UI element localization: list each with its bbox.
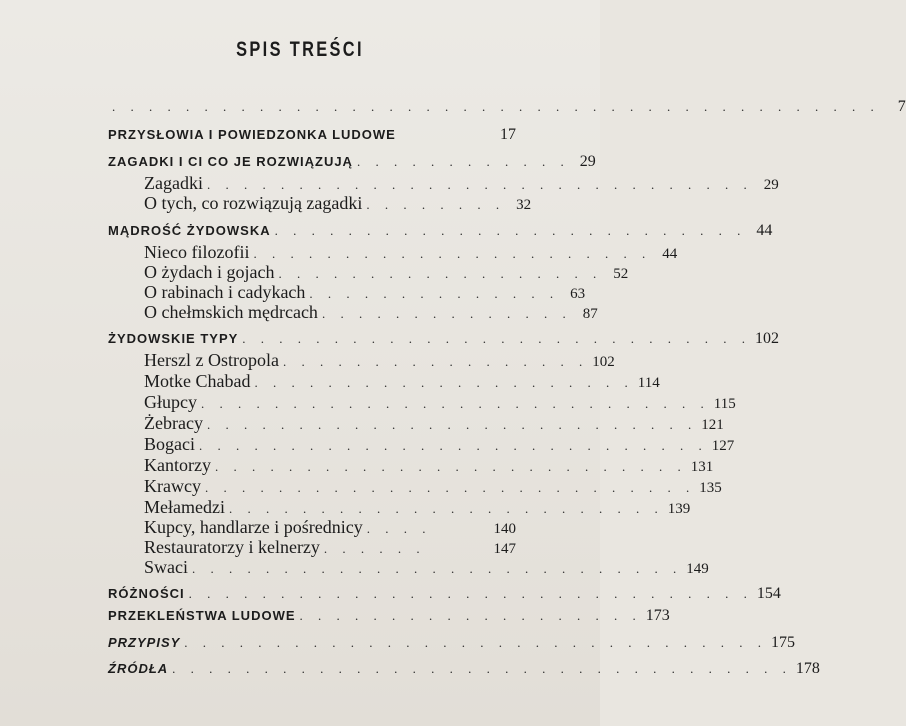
toc-entry-page: 17 (500, 126, 516, 143)
toc-entry-page: 149 (686, 561, 709, 577)
toc-entry-page: 140 (493, 521, 516, 537)
dot-leader: . . . . . . . . (366, 197, 506, 212)
toc-entry-label: Motke Chabad (144, 371, 251, 391)
toc-entry (144, 392, 736, 413)
toc-entry (144, 302, 598, 323)
toc-entry-label: Krawcy (144, 476, 201, 496)
dot-leader: . . . . . . . . . . . . . . . . . . . . . . . . . . . . . . . . . . . . . . . . . . (112, 99, 880, 114)
dot-leader: . . . . . . . . . . . . . . . . . . . . . . . . . . . . . . . . (184, 635, 768, 650)
toc-entry (144, 497, 691, 518)
toc-entry-page: 7 (897, 98, 906, 115)
toc-entry-label: Herszl z Ostropola (144, 350, 279, 370)
dot-leader: . . . . . . . . . . . . . . . . . . . . . . . . . . (274, 223, 747, 238)
toc-entry-label: O tych, co rozwiązują zagadki (144, 193, 363, 213)
toc-entry-label: PRZEKLEŃSTWA LUDOWE (108, 608, 296, 623)
toc-entry (144, 413, 724, 434)
toc-entry (108, 607, 670, 625)
toc-entry (144, 242, 678, 263)
toc-entry-label: Bogaci (144, 434, 195, 454)
toc-entry-label: Głupcy (144, 392, 197, 412)
toc-entry-page: 44 (756, 222, 773, 239)
toc-entry-label: ŻYDOWSKIE TYPY (108, 331, 239, 346)
toc-entry (108, 153, 596, 171)
dot-leader: . . . . . . . . . . . . . . . . . . . . . (254, 375, 634, 390)
dot-leader: . . . . . . . . . . . . . . . . . . . . . . . . . . . (206, 417, 698, 432)
toc-entry-label: O chełmskich mędrcach (144, 302, 318, 322)
toc-entry (144, 517, 516, 538)
toc-entry-page: 114 (637, 375, 660, 391)
toc-entry-page: 115 (713, 396, 736, 412)
dot-leader: . . . . . . . . . . . . . . . . . (282, 354, 589, 369)
toc-entry-page: 173 (645, 607, 670, 624)
toc-entry-label: PRZYPISY (108, 635, 181, 650)
toc-entry-page: 127 (711, 438, 735, 454)
toc-entry-page: 63 (570, 286, 586, 302)
toc-entry-label: ŹRÓDŁA (108, 661, 169, 676)
toc-entry-page: 102 (592, 354, 615, 370)
toc-entry (108, 98, 906, 116)
toc-entry (144, 173, 779, 194)
dot-leader: . . . . (366, 521, 432, 536)
dot-leader: . . . . . . . . . . . . . . . . . . . . . . . . . . . (192, 561, 683, 576)
dot-leader: . . . . . . . . . . . . . . . . . . . . . . (253, 246, 652, 261)
toc-entry-label: Kantorzy (144, 455, 211, 475)
toc-entry-page: 52 (613, 266, 629, 282)
toc-entry-label: O żydach i gojach (144, 262, 275, 282)
toc-entry-label: Mełamedzi (144, 497, 225, 517)
dot-leader: . . . . . . . . . . . . . . . . . . . . . . . . . . . (204, 480, 696, 495)
toc-entry-page: 44 (662, 246, 678, 262)
toc-entry-page: 29 (763, 177, 779, 193)
dot-leader: . . . . . . . . . . . . (356, 154, 570, 169)
toc-entry-page: 178 (795, 660, 820, 677)
dot-leader: . . . . . . . . . . . . . . . . . . . . . . . . . . (214, 459, 687, 474)
toc-entry-page: 131 (690, 459, 714, 475)
toc-entry (144, 350, 615, 371)
toc-entry-page: 32 (516, 197, 532, 213)
toc-entry (108, 634, 796, 652)
toc-entry (144, 455, 714, 476)
toc-entry (144, 193, 532, 214)
dot-leader: . . . . . . . . . . . . . . . . . . . . . . . . . . . . (199, 438, 708, 453)
dot-leader: . . . . . . . . . . . . . . (309, 286, 560, 301)
toc-entry-page: 135 (699, 480, 722, 496)
toc-entry-label: RÓŻNOŚCI (108, 586, 185, 601)
toc-entry (108, 330, 780, 348)
toc-entry-label: PRZYSŁOWIA I POWIEDZONKA LUDOWE (108, 127, 396, 142)
toc-entry-page: 121 (701, 417, 724, 433)
dot-leader: . . . . . . . . . . . . . . (321, 306, 572, 321)
toc-entry (108, 222, 773, 240)
dot-leader: . . . . . . . . . . . . . . . . . . . . . . . . . . . . (242, 331, 752, 346)
dot-leader: . . . . . . . . . . . . . . . . . . . . . . . . . . . . (201, 396, 710, 411)
toc-entry (144, 434, 735, 455)
dot-leader: . . . . . . . . . . . . . . . . . . . (299, 608, 642, 623)
toc-entry-page: 147 (493, 541, 516, 557)
dot-leader: . . . . . . . . . . . . . . . . . . . . . . . . . . . . . . . (188, 586, 753, 601)
toc-entry-label: Nieco filozofii (144, 242, 250, 262)
toc-entry (144, 557, 709, 578)
dot-leader: . . . . . . . . . . . . . . . . . . . . . . . . . . . . . . . . . . (172, 661, 792, 676)
dot-leader: . . . . . . . . . . . . . . . . . . (278, 266, 603, 281)
toc-entry-page: 102 (755, 330, 780, 347)
toc-entry (144, 282, 586, 303)
toc-entry-label: Swaci (144, 557, 188, 577)
page-title: SPIS TREŚCI (236, 38, 364, 61)
toc-entry-label: Żebracy (144, 413, 203, 433)
toc-entry-label: Kupcy, handlarze i pośrednicy (144, 517, 363, 537)
dot-leader: . . . . . . . . . . . . . . . . . . . . . . . . . . . . . . (206, 177, 753, 192)
toc-entry-label: MĄDROŚĆ ŻYDOWSKA (108, 223, 271, 238)
toc-entry-label: Restauratorzy i kelnerzy (144, 537, 320, 557)
toc-entry-label: Zagadki (144, 173, 203, 193)
toc-entry-page: 87 (582, 306, 598, 322)
toc-entry-label: ZAGADKI I CI CO JE ROZWIĄZUJĄ (108, 154, 353, 169)
toc-entry (144, 262, 629, 283)
toc-entry (108, 585, 781, 603)
toc-entry-page: 154 (756, 585, 781, 602)
toc-entry (108, 126, 516, 144)
toc-entry (144, 537, 516, 558)
toc-entry-page: 139 (667, 501, 691, 517)
toc-entry-page: 175 (771, 634, 796, 651)
toc-entry (144, 371, 660, 392)
toc-entry (108, 660, 820, 678)
dot-leader: . . . . . . (323, 541, 426, 556)
dot-leader: . . . . . . . . . . . . . . . . . . . . . . . . (228, 501, 664, 516)
toc-entry-page: 29 (579, 153, 596, 170)
toc-entry-label: O rabinach i cadykach (144, 282, 306, 302)
toc-entry (144, 476, 722, 497)
